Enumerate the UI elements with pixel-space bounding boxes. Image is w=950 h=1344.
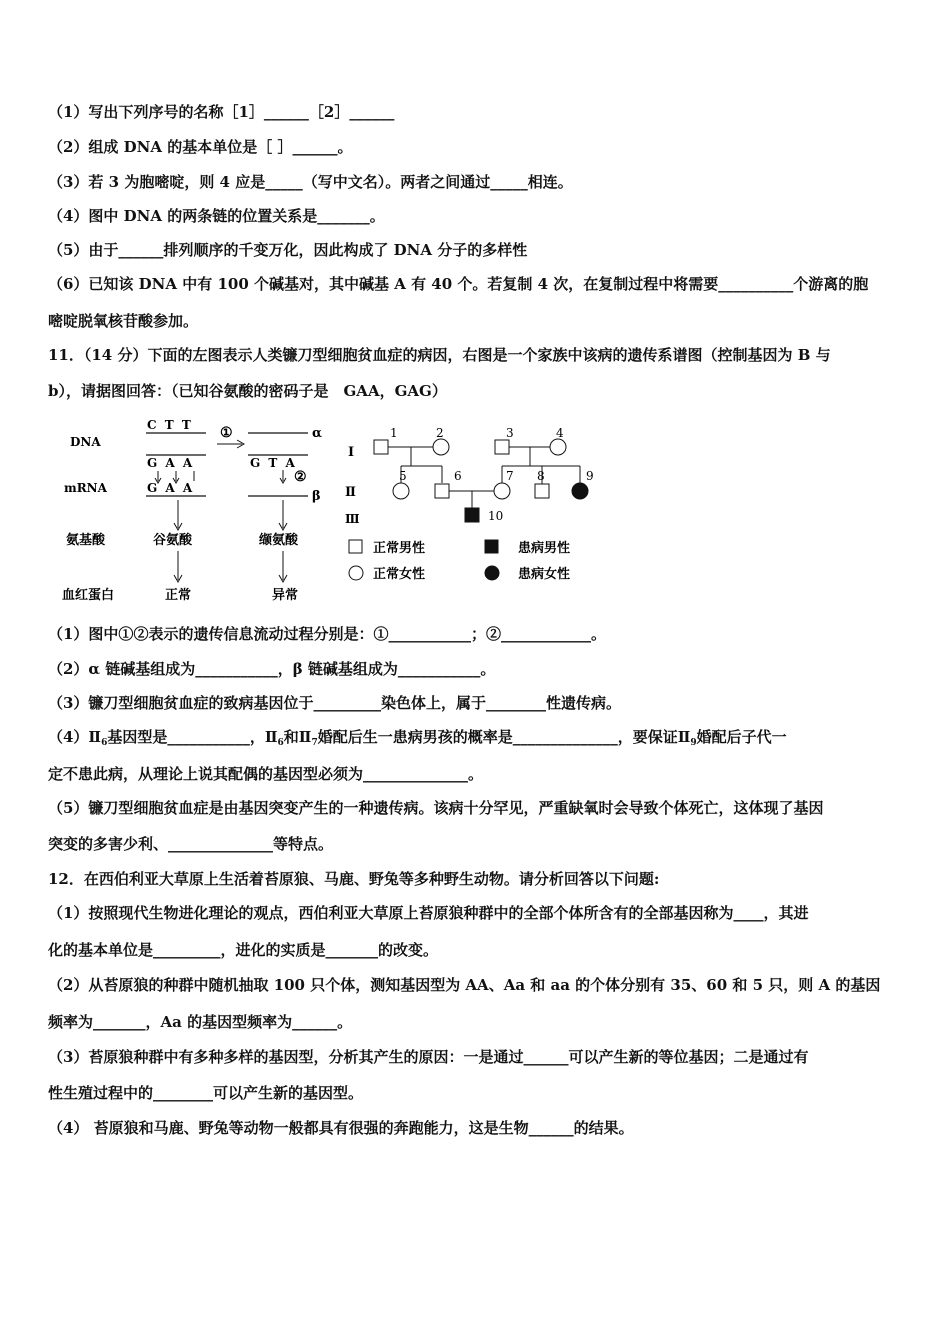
q11-p4-seg3: 和Ⅱ (283, 728, 312, 746)
q10-part2: （2）组成 DNA 的基本单位是［ ］______。 (48, 138, 353, 156)
process-label-1: ① (220, 425, 233, 441)
q11-p4-sub7: 7 (311, 738, 318, 748)
generation-III: Ⅲ (345, 512, 360, 526)
q11-figure (60, 410, 620, 610)
q12-stem: 12．在西伯利亚大草原上生活着苔原狼、马鹿、野兔等多种野生动物。请分析回答以下问题: (48, 870, 660, 888)
q11-p4-sub9: 9 (690, 738, 697, 748)
q11-p4-sub6: 6 (101, 738, 108, 748)
q12-part1: （1）按照现代生物进化理论的观点，西伯利亚大草原上苔原狼种群中的全部个体所含有的全部基因称为____，其进 (48, 904, 809, 922)
row-label-mrna: mRNA (64, 481, 107, 495)
q11-p4-sub6b: 6 (277, 738, 284, 748)
legend-normal-female: 正常女性 (373, 567, 426, 582)
pedigree-label-2: 2 (436, 426, 444, 440)
dna-bottom-seq: G A A (147, 456, 195, 470)
pedigree-label-10: 10 (488, 509, 504, 523)
beta-label: β (312, 489, 321, 504)
amino-acid-mutant: 缬氨酸 (259, 533, 299, 548)
dna-top-seq: C T T (147, 418, 193, 432)
legend-affected-female: 患病女性 (518, 567, 571, 582)
pedigree-II9-affected-female (572, 483, 588, 499)
mrna-seq: G A A (147, 481, 195, 495)
pedigree-II7-normal-female (494, 483, 510, 499)
legend-normal-male-icon (349, 540, 362, 553)
q10-part6-cont: 嘧啶脱氧核苷酸参加。 (48, 312, 199, 330)
q11-part3: （3）镰刀型细胞贫血症的致病基因位于_________染色体上，属于________性遗传病。 (48, 694, 621, 712)
q11-p4-seg4: 婚配后生一患病男孩的概率是______________，要保证Ⅱ (317, 728, 691, 746)
pedigree-II6-normal-male (435, 484, 449, 498)
pedigree-label-7: 7 (506, 469, 514, 483)
amino-acid-normal: 谷氨酸 (153, 533, 193, 548)
q11-part4 (48, 727, 908, 753)
q11-p4-seg5: 婚配后子代一 (696, 728, 787, 746)
pedigree-I3-normal-male (495, 440, 509, 454)
generation-I: Ⅰ (348, 445, 355, 460)
q11-part5-cont: 突变的多害少利、______________等特点。 (48, 835, 334, 853)
legend-normal-female-icon (349, 566, 363, 580)
mutant-dna-seq: G T A (250, 456, 297, 470)
pedigree-label-3: 3 (506, 426, 514, 440)
row-label-hemoglobin: 血红蛋白 (62, 588, 115, 603)
pedigree-label-4: 4 (556, 426, 564, 440)
pedigree-label-5: 5 (399, 469, 407, 483)
q11-stem-cont: b），请据图回答：（已知谷氨酸的密码子是 GAA，GAG） (48, 382, 447, 400)
process-label-2: ② (294, 469, 307, 485)
hemoglobin-normal: 正常 (165, 588, 192, 603)
q11-p4-seg1: （4）Ⅱ (48, 728, 102, 746)
generation-II: Ⅱ (345, 485, 356, 500)
pedigree-I1-normal-male (374, 440, 388, 454)
pedigree-II8-normal-male (535, 484, 549, 498)
q12-part2-cont: 频率为_______，Aa 的基因型频率为______。 (48, 1013, 353, 1031)
row-label-dna: DNA (70, 435, 101, 449)
legend-affected-female-icon (485, 566, 499, 580)
pedigree-label-1: 1 (390, 426, 398, 440)
pedigree-I4-normal-female (550, 439, 566, 455)
legend-normal-male: 正常男性 (373, 541, 426, 556)
hemoglobin-abnormal: 异常 (272, 588, 299, 603)
q12-part2: （2）从苔原狼的种群中随机抽取 100 只个体，测知基因型为 AA、Aa 和 aa 的个体分别有 35、60 和 5 只，则 A 的基因 (48, 976, 881, 994)
q11-stem: 11．（14 分）下面的左图表示人类镰刀型细胞贫血症的病因，右图是一个家族中该病的遗传系谱图（控制基因为 B 与 (48, 346, 831, 364)
pedigree-II5-normal-female (393, 483, 409, 499)
q11-p4-seg2: 基因型是___________，Ⅱ (107, 728, 278, 746)
q11-part2: （2）α 链碱基组成为___________，β 链碱基组成为___________。 (48, 660, 496, 678)
q11-part4-cont: 定不患此病，从理论上说其配偶的基因型必须为______________。 (48, 765, 484, 783)
q10-part1: （1）写出下列序号的名称［1］______［2］______ (48, 103, 395, 121)
q12-part3-cont: 性生殖过程中的________可以产生新的基因型。 (48, 1084, 364, 1102)
pedigree-label-6: 6 (454, 469, 462, 483)
legend-affected-male-icon (485, 540, 498, 553)
q10-part5: （5）由于______排列顺序的千变万化，因此构成了 DNA 分子的多样性 (48, 241, 528, 259)
q11-part5: （5）镰刀型细胞贫血症是由基因突变产生的一种遗传病。该病十分罕见，严重缺氧时会导致个体死亡，这体现了基因 (48, 799, 824, 817)
row-label-amino-acid: 氨基酸 (66, 533, 106, 548)
q10-part6: （6）已知该 DNA 中有 100 个碱基对，其中碱基 A 有 40 个。若复制 4 次，在复制过程中将需要__________个游离的胞 (48, 275, 869, 293)
q11-part1: （1）图中①②表示的遗传信息流动过程分别是：①___________；②____________。 (48, 625, 606, 643)
pedigree-III10-affected-male (465, 508, 479, 522)
pedigree-label-8: 8 (537, 469, 545, 483)
legend-affected-male: 患病男性 (518, 541, 571, 556)
alpha-label: α (312, 426, 323, 441)
pedigree-label-9: 9 (586, 469, 594, 483)
pedigree-I2-normal-female (433, 439, 449, 455)
q10-part3: （3）若 3 为胞嘧啶，则 4 应是_____（写中文名）。两者之间通过_____相连。 (48, 173, 573, 191)
q12-part1-cont: 化的基本单位是_________，进化的实质是_______的改变。 (48, 941, 439, 959)
q12-part3: （3）苔原狼种群中有多种多样的基因型，分析其产生的原因：一是通过______可以产生新的等位基因；二是通过有 (48, 1048, 809, 1066)
q10-part4: （4）图中 DNA 的两条链的位置关系是_______。 (48, 207, 385, 225)
q12-part4: （4） 苔原狼和马鹿、野兔等动物一般都具有很强的奔跑能力，这是生物______的结果。 (48, 1119, 634, 1137)
